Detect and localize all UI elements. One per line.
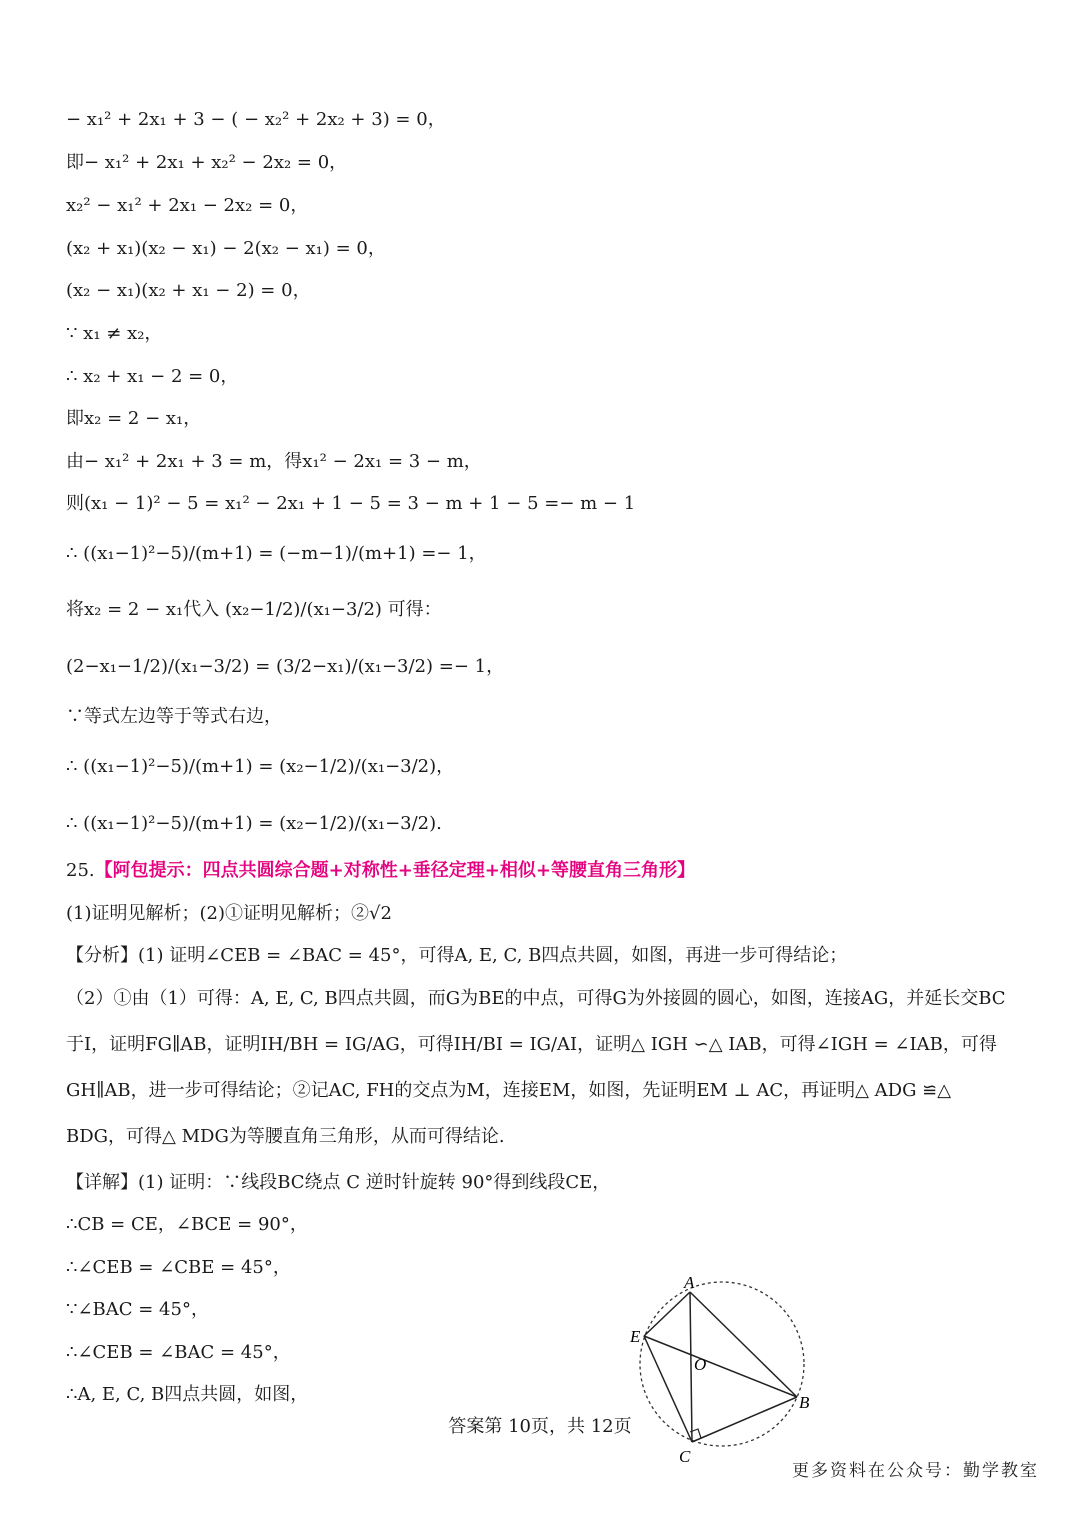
derivation-line: − x₁² + 2x₁ + 3 − ( − x₂² + 2x₂ + 3) = 0， (66, 109, 446, 130)
answer-line: (1)证明见解析；(2)①证明见解析；②√2 (66, 903, 392, 924)
derivation-line: x₂² − x₁² + 2x₁ − 2x₂ = 0， (66, 195, 309, 216)
label-e: E (630, 1327, 641, 1346)
derivation-line: 将x₂ = 2 − x₁代入 (x₂−1/2)/(x₁−3/2) 可得： (66, 599, 442, 620)
detail-line: ∵∠BAC = 45°， (66, 1299, 209, 1320)
derivation-line: (x₂ − x₁)(x₂ + x₁ − 2) = 0， (66, 280, 311, 301)
label-a: A (684, 1273, 695, 1292)
segment-ae (644, 1292, 690, 1336)
page-number: 答案第 10页，共 12页 (448, 1416, 632, 1437)
derivation-line: 则(x₁ − 1)² − 5 = x₁² − 2x₁ + 1 − 5 = 3 − m + 1 − 5 =− m − 1 (66, 493, 636, 514)
detail-line: ∴CB = CE，∠BCE = 90°， (66, 1214, 308, 1235)
detail-line: ∴A, E, C, B四点共圆，如图， (66, 1384, 309, 1405)
derivation-line: ∵等式左边等于等式右边， (66, 706, 282, 727)
detail-line: ∴∠CEB = ∠BAC = 45°， (66, 1342, 291, 1363)
detail-line: 【详解】(1) 证明：∵线段BC绕点 C 逆时针旋转 90°得到线段CE， (66, 1172, 611, 1193)
derivation-line: ∴ x₂ + x₁ − 2 = 0， (66, 366, 239, 387)
derivation-line: (x₂ + x₁)(x₂ − x₁) − 2(x₂ − x₁) = 0， (66, 238, 386, 259)
analysis-part-2: （2）①由（1）可得：A, E, C, B四点共圆，而G为BE的中点，可得G为外接圆的圆心，如图，连接AG，并延长交BC于I，证明FG∥AB，证明IH/BH = IG/AG，可得IH/BI = IG/AI，证明△ IGH ∽△ IAB，可得∠IGH = ∠IAB，可得GH∥AB，进一步可得结论；②记AC, FH的交点为M，连接EM，如图，先证明EM ⊥ AC，再证明△ ADG ≌△ BDG，可得△ MDG为等腰直角三角形，从而可得结论. (66, 988, 1006, 1147)
detail-line: ∴∠CEB = ∠CBE = 45°， (66, 1257, 291, 1278)
analysis-part-1: 【分析】(1) 证明∠CEB = ∠BAC = 45°，可得A, E, C, B四点共圆，如图，再进一步可得结论； (66, 945, 848, 966)
derivation-line: 即− x₁² + 2x₁ + x₂² − 2x₂ = 0， (66, 152, 348, 173)
watermark: 更多资料在公众号：勤学教室 (792, 1461, 1039, 1481)
derivation-line: 由− x₁² + 2x₁ + 3 = m，得x₁² − 2x₁ = 3 − m， (66, 451, 482, 472)
derivation-line: (2−x₁−1/2)/(x₁−3/2) = (3/2−x₁)/(x₁−3/2) =− 1， (66, 656, 505, 677)
label-o: O (694, 1355, 707, 1374)
question-number: 25. (66, 860, 95, 881)
hint-text: 【阿包提示：四点共圆综合题+对称性+垂径定理+相似+等腰直角三角形】 (94, 860, 695, 881)
derivation-line: ∴ ((x₁−1)²−5)/(m+1) = (x₂−1/2)/(x₁−3/2). (66, 813, 442, 834)
derivation-line: ∵ x₁ ≠ x₂， (66, 323, 163, 344)
label-c: C (679, 1447, 691, 1466)
derivation-line: 即x₂ = 2 − x₁， (66, 408, 202, 429)
label-b: B (799, 1393, 810, 1412)
question-25-header (66, 859, 695, 883)
circle-figure (622, 1272, 822, 1472)
derivation-line: ∴ ((x₁−1)²−5)/(m+1) = (x₂−1/2)/(x₁−3/2)， (66, 756, 455, 777)
derivation-line: ∴ ((x₁−1)²−5)/(m+1) = (−m−1)/(m+1) =− 1， (66, 543, 487, 564)
